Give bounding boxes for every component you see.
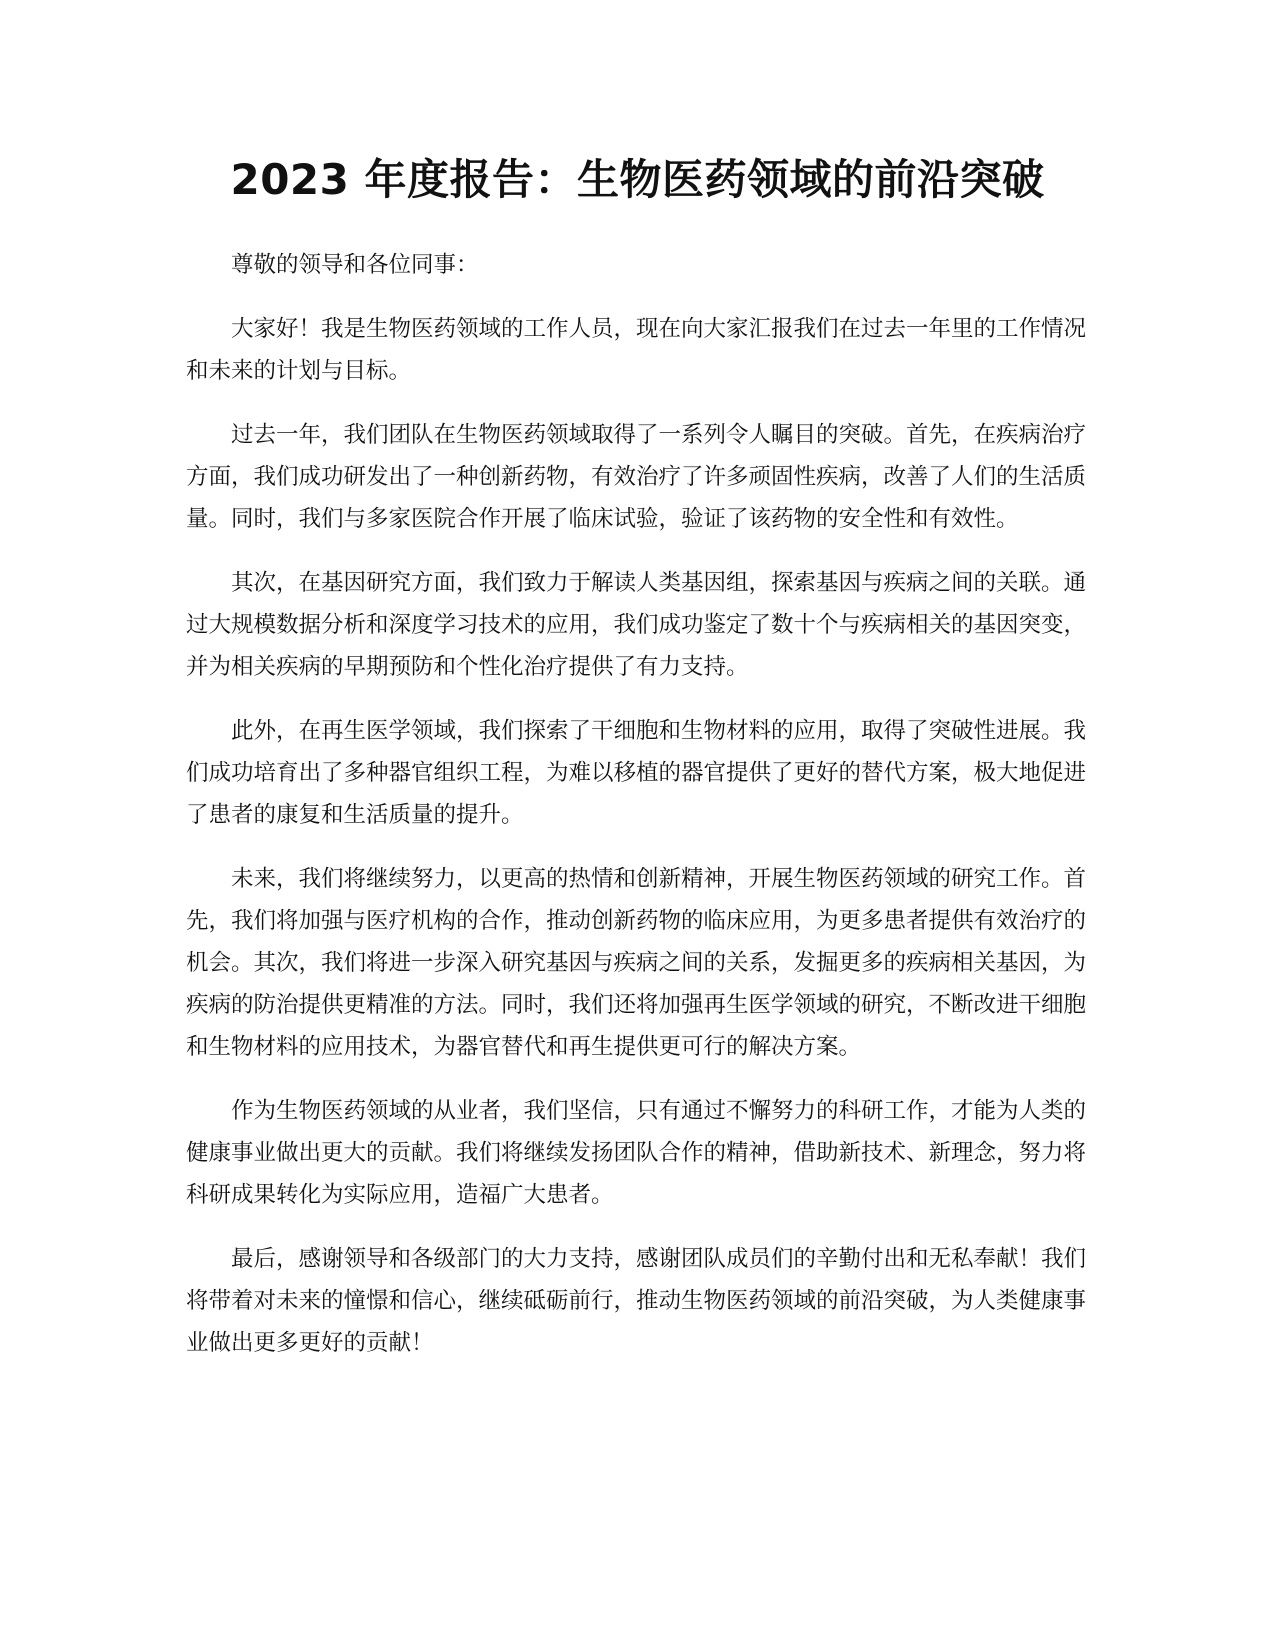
salutation-paragraph: 尊敬的领导和各位同事： (231, 252, 479, 278)
body-paragraph: 未来，我们将继续努力，以更高的热情和创新精神，开展生物医药领域的研究工作。首先，我们将加强与医疗机构的合作，推动创新药物的临床应用，为更多患者提供有效治疗的机会。其次，我们将进一步深入研究基因与疾病之间的关系，发掘更多的疾病相关基因，为疾病的防治提供更精准的方法。同时，我们还将加强再生医学领域的研究，不断改进干细胞和生物材料的应用技术，为器官替代和再生提供更可行的解决方案。 (186, 866, 1087, 1060)
greeting-paragraph: 大家好！我是生物医药领域的工作人员，现在向大家汇报我们在过去一年里的工作情况和未来的计划与目标。 (186, 316, 1087, 384)
body-paragraph: 作为生物医药领域的从业者，我们坚信，只有通过不懈努力的科研工作，才能为人类的健康事业做出更大的贡献。我们将继续发扬团队合作的精神，借助新技术、新理念，努力将科研成果转化为实际应用，造福广大患者。 (186, 1098, 1087, 1208)
body-paragraph: 过去一年，我们团队在生物医药领域取得了一系列令人瞩目的突破。首先，在疾病治疗方面，我们成功研发出了一种创新药物，有效治疗了许多顽固性疾病，改善了人们的生活质量。同时，我们与多家医院合作开展了临床试验，验证了该药物的安全性和有效性。 (186, 422, 1087, 532)
body-paragraph: 此外，在再生医学领域，我们探索了干细胞和生物材料的应用，取得了突破性进展。我们成功培育出了多种器官组织工程，为难以移植的器官提供了更好的替代方案，极大地促进了患者的康复和生活质量的提升。 (186, 718, 1087, 828)
closing-paragraph: 最后，感谢领导和各级部门的大力支持，感谢团队成员们的辛勤付出和无私奉献！我们将带着对未来的憧憬和信心，继续砥砺前行，推动生物医药领域的前沿突破，为人类健康事业做出更多更好的贡献！ (186, 1246, 1087, 1356)
document-body (186, 244, 1086, 1386)
document-title: 2023 年度报告：生物医药领域的前沿突破 (230, 155, 1045, 204)
body-paragraph: 其次，在基因研究方面，我们致力于解读人类基因组，探索基因与疾病之间的关联。通过大规模数据分析和深度学习技术的应用，我们成功鉴定了数十个与疾病相关的基因突变，并为相关疾病的早期预防和个性化治疗提供了有力支持。 (186, 570, 1087, 680)
